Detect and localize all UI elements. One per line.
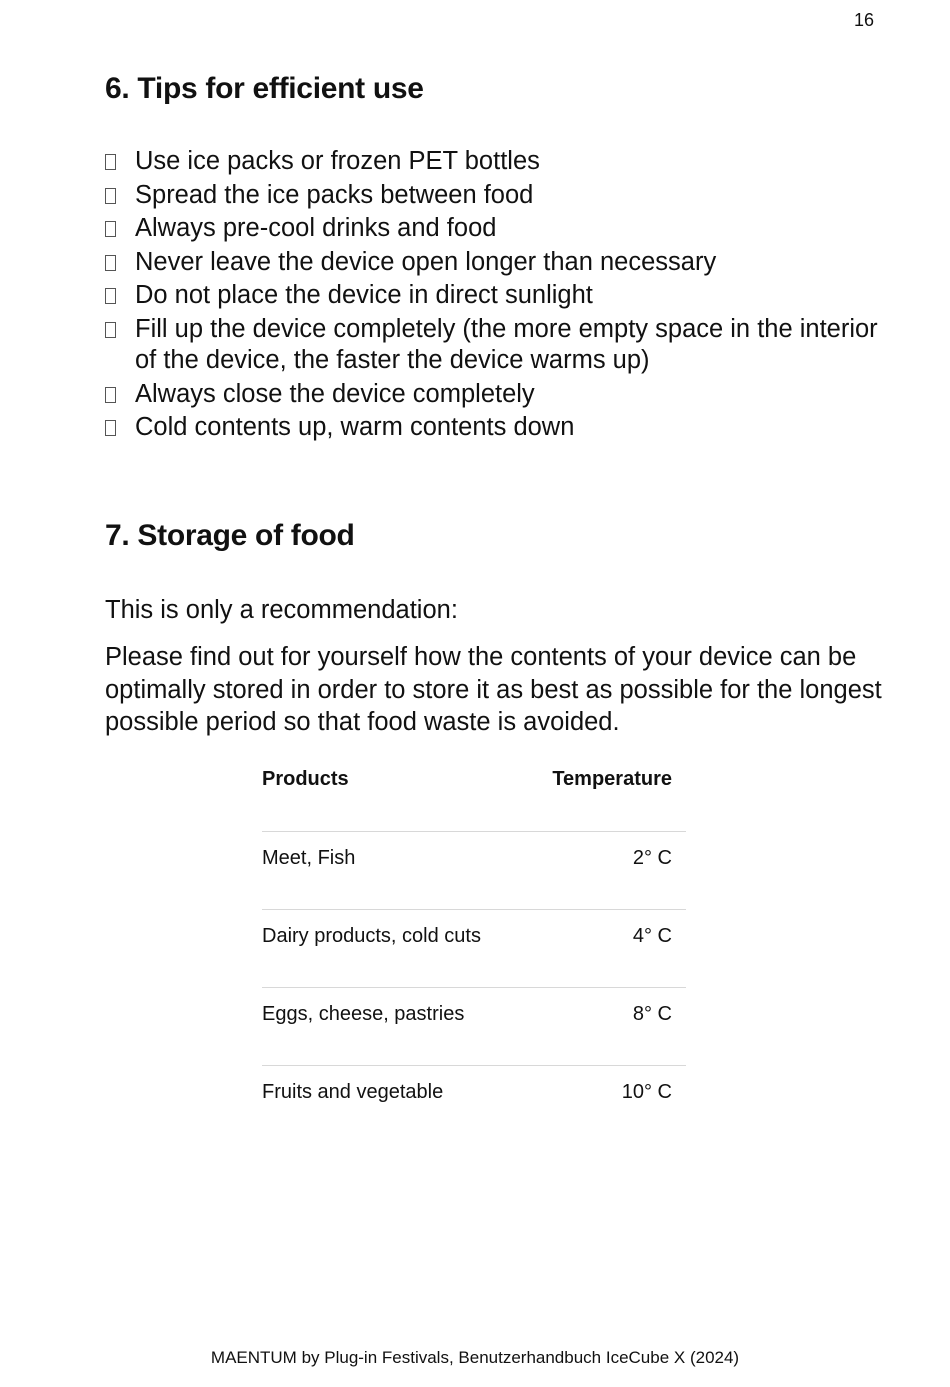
bullet-box-icon — [105, 154, 116, 170]
product-cell: Eggs, cheese, pastries — [262, 988, 525, 1066]
section-6-title: Tips for efficient use — [137, 72, 424, 105]
list-item: Do not place the device in direct sunlight — [105, 280, 885, 312]
bullet-box-icon — [105, 387, 116, 403]
product-cell: Meet, Fish — [262, 832, 525, 910]
product-cell: Dairy products, cold cuts — [262, 910, 525, 988]
temperature-cell: 2° C — [525, 832, 686, 910]
product-cell: Fruits and vegetable — [262, 1066, 525, 1144]
section-7-heading — [105, 519, 355, 553]
bullet-box-icon — [105, 420, 116, 436]
list-item: Use ice packs or frozen PET bottles — [105, 146, 885, 178]
section-7-number: 7. — [105, 519, 130, 552]
list-item: Always pre-cool drinks and food — [105, 213, 885, 245]
temperature-cell: 8° C — [525, 988, 686, 1066]
page-number: 16 — [853, 10, 874, 30]
list-item: Fill up the device completely (the more empty space in the interior of the device, the faster the device warms up) — [105, 314, 885, 377]
section-6-number: 6. — [105, 72, 130, 105]
bullet-box-icon — [105, 288, 116, 304]
section-7-title: Storage of food — [137, 519, 355, 552]
list-item: Never leave the device open longer than necessary — [105, 247, 885, 279]
page-footer: MAENTUM by Plug-in Festivals, Benutzerhandbuch IceCube X (2024) — [210, 1348, 740, 1367]
list-item: Spread the ice packs between food — [105, 180, 885, 212]
storage-description: Please find out for yourself how the contents of your device can be optimally stored in order to store it as best as possible for the longest possible period so that food waste is avoided. — [105, 643, 882, 736]
table-row — [262, 832, 686, 910]
recommendation-intro: This is only a recommendation: — [105, 596, 458, 624]
bullet-box-icon — [105, 188, 116, 204]
bullet-box-icon — [105, 255, 116, 271]
products-column-header: Products — [262, 768, 349, 790]
table-header-row — [262, 760, 686, 832]
storage-temperature-table — [262, 760, 686, 1143]
section-6-heading — [105, 72, 424, 106]
table-row — [262, 1066, 686, 1144]
list-item: Always close the device completely — [105, 379, 885, 411]
tips-list — [105, 146, 885, 446]
table-row — [262, 988, 686, 1066]
temperature-column-header: Temperature — [552, 768, 672, 790]
bullet-box-icon — [105, 221, 116, 237]
bullet-box-icon — [105, 322, 116, 338]
list-item: Cold contents up, warm contents down — [105, 412, 885, 444]
temperature-cell: 4° C — [525, 910, 686, 988]
table-row — [262, 910, 686, 988]
temperature-cell: 10° C — [525, 1066, 686, 1144]
